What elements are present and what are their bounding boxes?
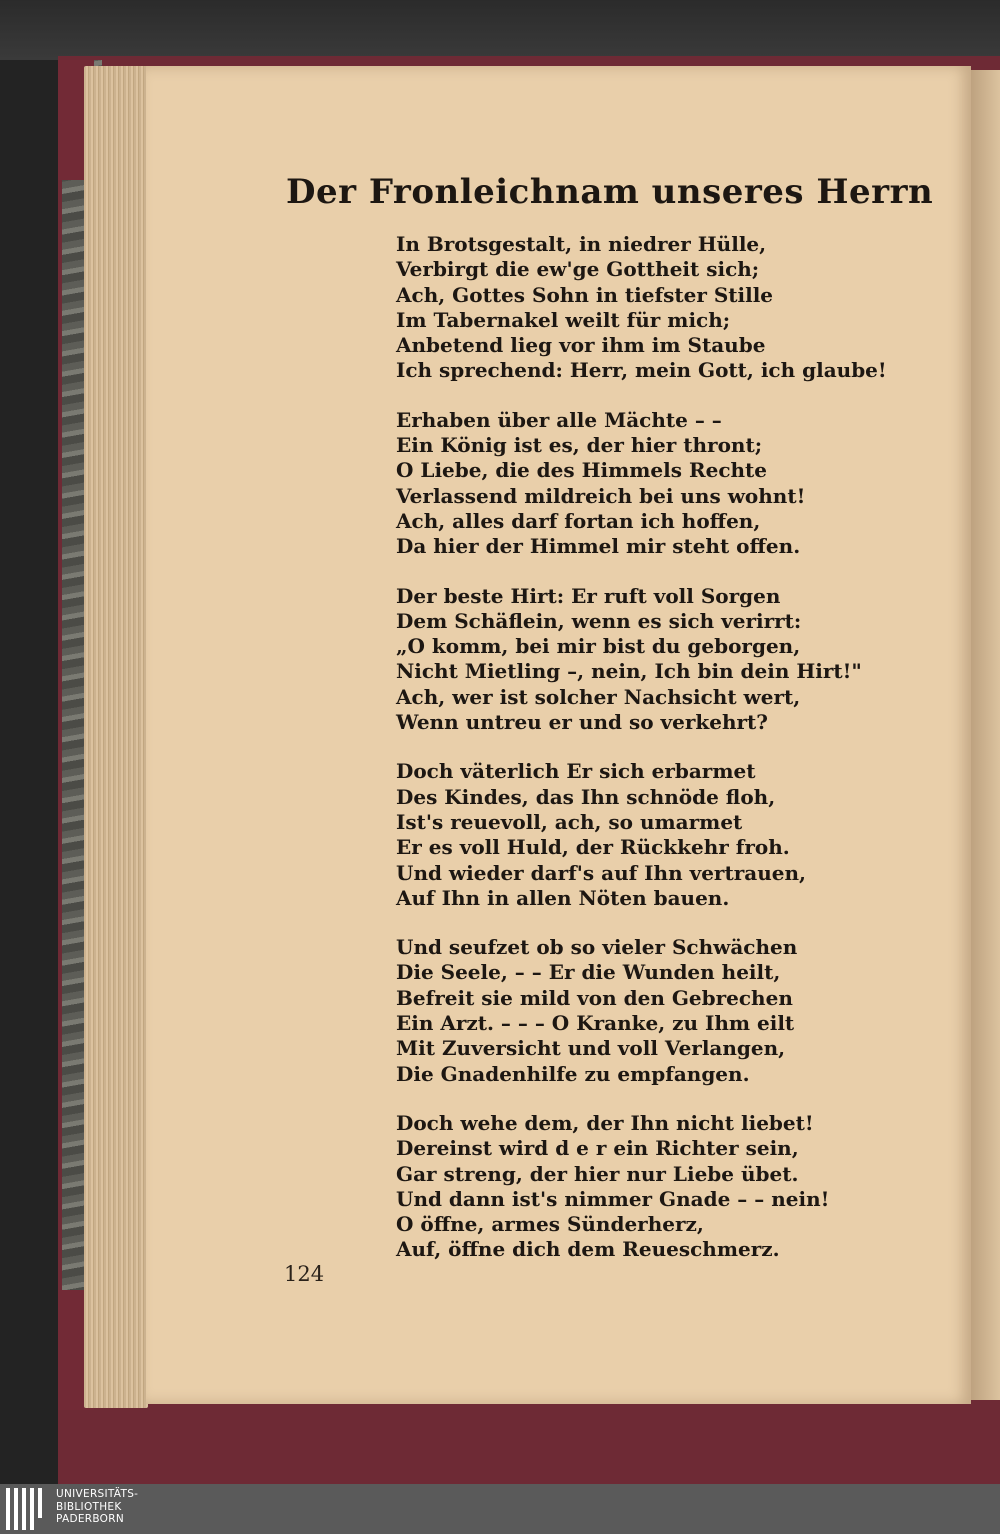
poem-line: Anbetend lieg vor ihm im Staube xyxy=(396,333,766,358)
background-top xyxy=(0,0,1000,60)
poem-line: Gar streng, der hier nur Liebe übet. xyxy=(396,1161,799,1186)
stanza-5 xyxy=(396,935,887,1087)
library-name xyxy=(56,1488,138,1526)
poem-line: „O komm, bei mir bist du geborgen, xyxy=(396,634,801,659)
poem-line: Ist's reuevoll, ach, so umarmet xyxy=(396,809,743,834)
poem-line: Dereinst wird d e r ein Richter sein, xyxy=(396,1136,799,1161)
library-footer-banner xyxy=(0,1484,1000,1534)
poem-line: Des Kindes, das Ihn schnöde floh, xyxy=(396,784,776,809)
stanza-4 xyxy=(396,759,887,911)
library-name-line1: UNIVERSITÄTS- xyxy=(56,1488,139,1500)
poem-line: Mit Zuversicht und voll Verlangen, xyxy=(396,1036,786,1061)
poem-line: Erhaben über alle Mächte – – xyxy=(396,407,722,432)
poem-line: Auf Ihn in allen Nöten bauen. xyxy=(396,885,730,910)
poem-line: Verbirgt die ew'ge Gottheit sich; xyxy=(396,257,760,282)
poem-line: Wenn untreu er und so verkehrt? xyxy=(396,710,769,735)
poem-line: Ein Arzt. – – – O Kranke, zu Ihm eilt xyxy=(396,1011,795,1036)
poem-line: O Liebe, die des Himmels Rechte xyxy=(396,458,767,483)
poem-line: Nicht Mietling –, nein, Ich bin dein Hirt!" xyxy=(396,659,862,684)
poem-line: O öffne, armes Sünderherz, xyxy=(396,1212,704,1237)
poem-line: Ach, Gottes Sohn in tiefster Stille xyxy=(396,282,774,307)
poem-line: In Brotsgestalt, in niedrer Hülle, xyxy=(396,232,767,256)
poem-line: Und wieder darf's auf Ihn vertrauen, xyxy=(396,860,806,885)
poem-line: Und seufzet ob so vieler Schwächen xyxy=(396,935,798,960)
poem-line: Die Seele, – – Er die Wunden heilt, xyxy=(396,960,781,985)
facing-page-edge xyxy=(966,70,1000,1400)
poem-line: Ein König ist es, der hier thront; xyxy=(396,433,763,458)
poem-line: Im Tabernakel weilt für mich; xyxy=(396,307,731,332)
poem-line: Der beste Hirt: Er ruft voll Sorgen xyxy=(396,583,781,608)
stanza-1 xyxy=(396,232,887,384)
poem-line: Ach, wer ist solcher Nachsicht wert, xyxy=(396,684,801,709)
poem-line: Er es voll Huld, der Rückkehr froh. xyxy=(396,835,790,860)
poem-line: Da hier der Himmel mir steht offen. xyxy=(396,534,801,559)
poem-line: Doch wehe dem, der Ihn nicht liebet! xyxy=(396,1110,814,1135)
poem-line: Ich sprechend: Herr, mein Gott, ich glaube! xyxy=(396,358,887,383)
library-name-line2: BIBLIOTHEK xyxy=(56,1500,122,1513)
stanza-3 xyxy=(396,584,887,736)
library-bars-icon xyxy=(6,1488,44,1530)
poem-line: Doch väterlich Er sich erbarmet xyxy=(396,759,756,784)
poem-line: Ach, alles darf fortan ich hoffen, xyxy=(396,508,761,533)
poem-title: Der Fronleichnam unseres Herrn xyxy=(286,172,934,212)
poem-line: Befreit sie mild von den Gebrechen xyxy=(396,985,793,1010)
poem-line: Dem Schäflein, wenn es sich verirrt: xyxy=(396,608,802,633)
poem-line: Auf, öffne dich dem Reueschmerz. xyxy=(396,1237,780,1262)
poem-body xyxy=(396,232,887,1287)
page-number: 124 xyxy=(284,1262,325,1286)
stanza-6 xyxy=(396,1111,887,1263)
page-edges xyxy=(84,66,148,1408)
poem-line: Und dann ist's nimmer Gnade – – nein! xyxy=(396,1186,830,1211)
library-name-line3: PADERBORN xyxy=(56,1513,124,1525)
poem-line: Verlassend mildreich bei uns wohnt! xyxy=(396,483,806,508)
stanza-2 xyxy=(396,408,887,560)
poem-line: Die Gnadenhilfe zu empfangen. xyxy=(396,1061,750,1086)
